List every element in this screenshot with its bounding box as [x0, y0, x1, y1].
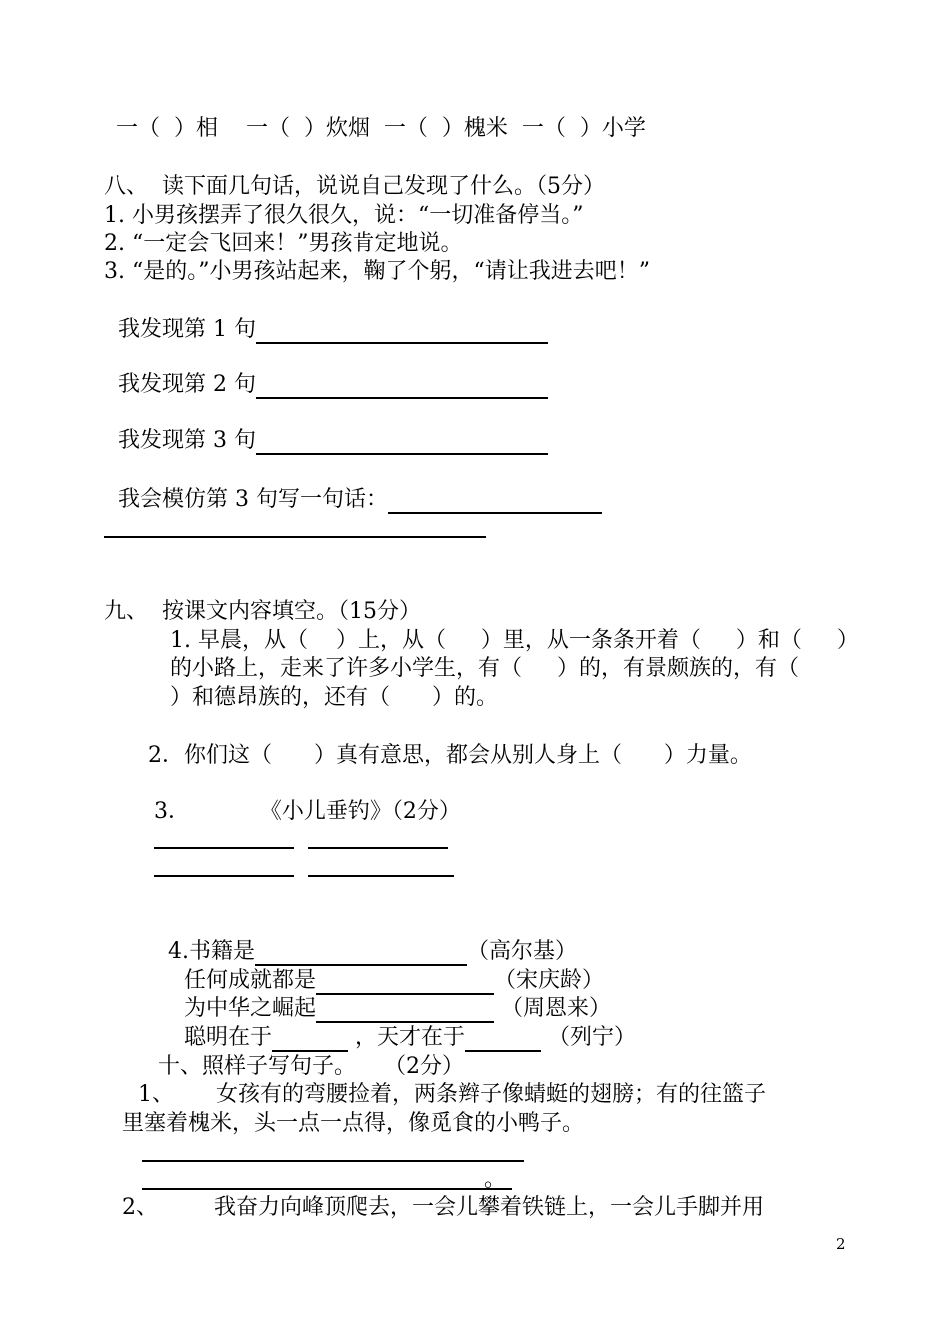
poem-blank-2[interactable]: [308, 847, 448, 849]
poem-blank-3[interactable]: [154, 875, 294, 877]
quote-4-blank-a[interactable]: [272, 1028, 348, 1052]
section-9-heading: 九、 按课文内容填空。（15分）: [104, 599, 421, 624]
answer-line-2[interactable]: [142, 1188, 512, 1190]
finding-3-label: 我发现第 3 句: [118, 428, 256, 453]
quote-3-label: 为中华之崛起: [184, 996, 317, 1021]
example-1-line-b: 里塞着槐米，头一点一点得，像觅食的小鸭子。: [122, 1111, 585, 1136]
imitate-label: 我会模仿第 3 句写一句话：: [118, 487, 388, 512]
imitate-blank[interactable]: [388, 490, 602, 514]
quote-2-source: （宋庆龄）: [494, 968, 605, 993]
finding-1-blank[interactable]: [256, 320, 548, 344]
section-8-sentence-1: 1. 小男孩摆弄了很久很久，说：“一切准备停当。”: [104, 203, 584, 228]
section-8-heading: 八、 读下面几句话，说说自己发现了什么。（5分）: [104, 174, 605, 199]
example-2-line: 2、 我奋力向峰顶爬去，一会儿攀着铁链上，一会儿手脚并用: [122, 1195, 764, 1220]
section-9-item-2: 2．你们这（ ）真有意思，都会从别人身上（ ）力量。: [148, 743, 752, 768]
quote-row-4: [170, 996, 636, 1052]
section-9-item-1-line-c: ）和德昂族的，还有（ ）的。: [170, 685, 498, 710]
finding-3-row: [104, 399, 548, 455]
finding-2-blank[interactable]: [256, 375, 548, 399]
quote-4-source: （列宁）: [541, 1025, 637, 1050]
imitate-answer-line[interactable]: [104, 536, 486, 538]
quote-1-source: （高尔基）: [467, 939, 578, 964]
poem-blank-4[interactable]: [308, 875, 454, 877]
fill-in-row: 一（ ）相 一（ ）炊烟 一（ ）槐米 一（ ）小学: [116, 116, 646, 141]
page-number: 2: [836, 1235, 846, 1253]
quote-2-label: 任何成就都是: [184, 968, 317, 993]
section-10-heading: 十、照样子写句子。 （2分）: [158, 1054, 464, 1079]
answer-line-period: 。: [484, 1167, 507, 1192]
quote-1-label: 4.书籍是: [168, 939, 255, 964]
imitate-row: [104, 458, 602, 514]
quote-4-label-b: ，天才在于: [348, 1025, 466, 1050]
section-8-sentence-2: 2. “一定会飞回来！”男孩肯定地说。: [104, 231, 463, 256]
finding-2-label: 我发现第 2 句: [118, 372, 256, 397]
section-9-item-1-line-a: 1. 早晨，从（ ）上，从（ ）里，从一条条开着（ ）和（ ）: [170, 628, 859, 653]
finding-1-row: [104, 288, 548, 344]
quote-4-label-a: 聪明在于: [184, 1025, 273, 1050]
section-9-item-1-line-b: 的小路上，走来了许多小学生，有（ ）的，有景颇族的，有（: [170, 656, 799, 681]
finding-1-label: 我发现第 1 句: [118, 317, 256, 342]
section-8-sentence-3: 3. “是的。”小男孩站起来，鞠了个躬，“请让我进去吧！”: [104, 259, 650, 284]
quote-4-blank-b[interactable]: [465, 1028, 541, 1052]
finding-3-blank[interactable]: [256, 431, 548, 455]
quote-3-source: （周恩来）: [494, 996, 612, 1021]
poem-blank-1[interactable]: [154, 847, 294, 849]
section-9-item-3: 3． 《小儿垂钓》（2分）: [154, 799, 461, 824]
finding-2-row: [104, 343, 548, 399]
answer-line-1[interactable]: [142, 1160, 524, 1162]
example-1-line-a: 1、 女孩有的弯腰捡着，两条辫子像蜻蜓的翅膀；有的往篮子: [138, 1082, 766, 1107]
